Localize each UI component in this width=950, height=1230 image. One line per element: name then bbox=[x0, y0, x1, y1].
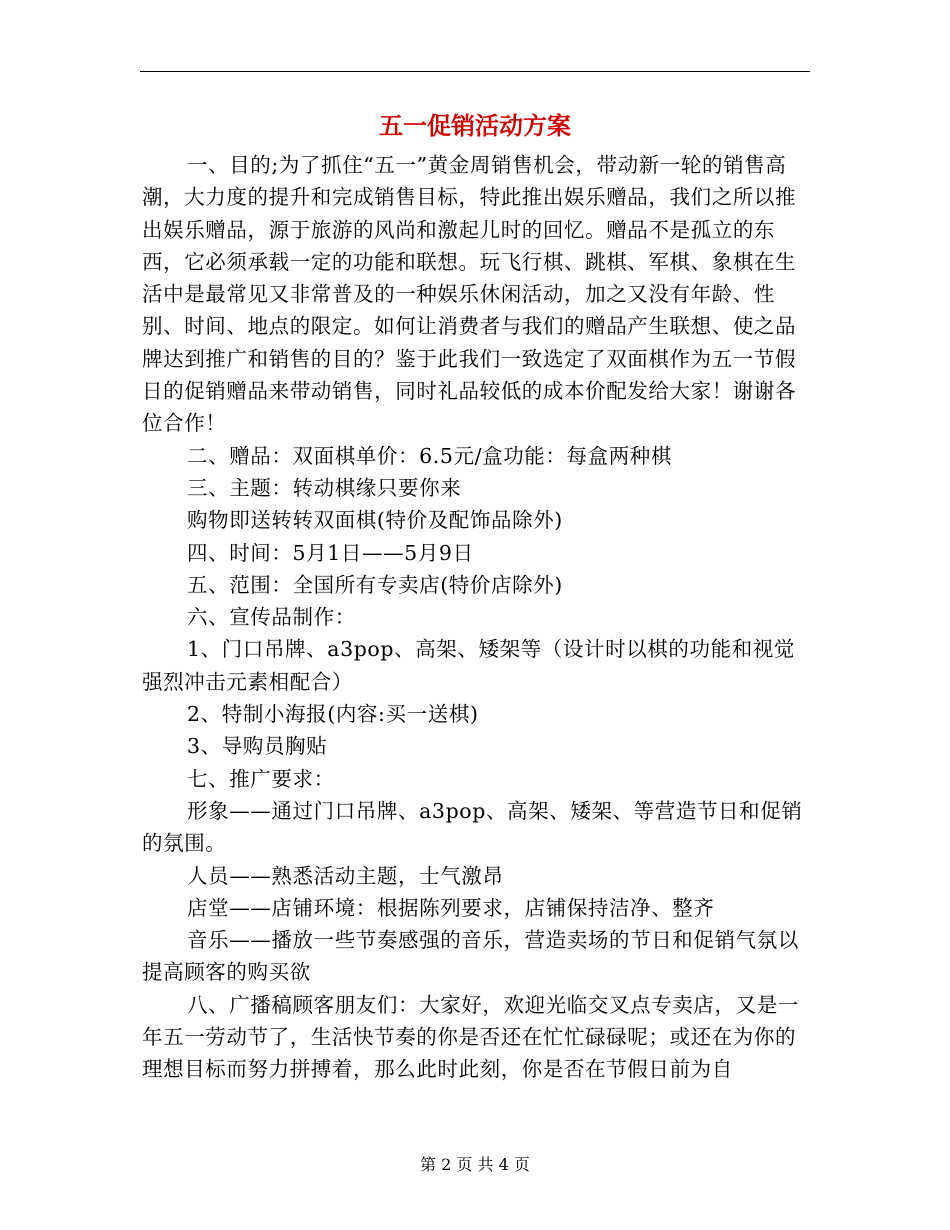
text-line: 的氛围。 bbox=[142, 831, 227, 856]
text-line: 七、推广要求： bbox=[187, 766, 335, 791]
text-line: 2、特制小海报(内容:买一送棋) bbox=[187, 702, 479, 727]
text-line: 的东西，它必须承载一定的功能和联想。玩飞行棋、跳棋、军棋、象 bbox=[142, 217, 776, 274]
text-line: 1、门口吊牌、a3pop、高架、矮架等（设计时以棋的功能和视觉 bbox=[187, 637, 795, 662]
text-line: 3、导购员胸贴 bbox=[187, 734, 328, 759]
paragraph-promo-materials bbox=[142, 601, 806, 633]
text-line: 强烈冲击元素相配合） bbox=[142, 669, 353, 694]
text-line: 店堂——店铺环境：根据陈列要求，店铺保持洁净、整齐 bbox=[187, 895, 715, 920]
paragraph-image bbox=[142, 795, 806, 860]
text-line: 五一节假日的促销赠品来带动销售，同时礼品较低的成本价配发给大 bbox=[142, 346, 797, 404]
paragraph-broadcast bbox=[142, 989, 806, 1086]
text-line: 形象——通过门口吊牌、a3pop、高架、矮架、等营造节日和促销 bbox=[187, 798, 803, 823]
header-rule bbox=[140, 71, 810, 72]
paragraph-gift bbox=[142, 440, 806, 472]
text-line: 三、主题：转动棋缘只要你来 bbox=[187, 475, 462, 500]
text-line: 使之品牌达到推广和销售的目的？鉴于此我们一致选定了双面棋作为 bbox=[142, 314, 797, 371]
paragraph-purchase-gift bbox=[142, 504, 806, 536]
text-line: 一、目的;为了抓住“五一”黄金周销售机会，带动新一轮的销售 bbox=[187, 153, 766, 177]
paragraph-music bbox=[142, 924, 806, 989]
text-line: 五、范围：全国所有专卖店(特价店除外) bbox=[187, 572, 563, 597]
text-line: 以提高顾客的购买欲 bbox=[142, 928, 799, 985]
text-line: 购物即送转转双面棋(特价及配饰品除外) bbox=[187, 508, 563, 533]
text-line: 棋在生活中是最常见又非常普及的一种娱乐休闲活动，加之又没有年 bbox=[142, 249, 797, 307]
page-number-footer: 第 2 页 共 4 页 bbox=[420, 1155, 530, 1174]
paragraph-requirements bbox=[142, 763, 806, 795]
paragraph-material-2 bbox=[142, 698, 806, 730]
text-line: 以推出娱乐赠品，源于旅游的风尚和激起儿时的回忆。赠品不是孤立 bbox=[142, 185, 797, 242]
paragraph-store bbox=[142, 892, 806, 924]
text-line: 高潮，大力度的提升和完成销售目标，特此推出娱乐赠品，我们之所 bbox=[142, 153, 787, 210]
text-line: 家！谢谢各位合作！ bbox=[142, 379, 797, 436]
paragraph-theme bbox=[142, 472, 806, 504]
paragraph-material-1 bbox=[142, 633, 806, 698]
text-line: 八、广播稿顾客朋友们：大家好，欢迎光临交叉点专卖店，又是 bbox=[187, 992, 778, 1017]
document-body bbox=[142, 149, 806, 1086]
paragraph-purpose bbox=[142, 149, 806, 440]
text-line: 一年五一劳动节了，生活快节奏的你是否还在忙忙碌碌呢；或还在为 bbox=[142, 992, 799, 1050]
text-line: 音乐——播放一些节奏感强的音乐，营造卖场的节日和促销气氛 bbox=[187, 928, 778, 953]
paragraph-time bbox=[142, 537, 806, 569]
text-line: 你的理想目标而努力拼搏着，那么此时此刻，你是否在节假日前为自 bbox=[142, 1025, 797, 1082]
text-line: 四、时间：5月1日——5月9日 bbox=[187, 540, 474, 565]
paragraph-scope bbox=[142, 569, 806, 601]
document-title: 五一促销活动方案 bbox=[379, 112, 571, 140]
text-line: 人员——熟悉活动主题，士气激昂 bbox=[187, 863, 504, 888]
text-line: 龄、性别、时间、地点的限定。如何让消费者与我们的赠品产生联想、 bbox=[142, 282, 776, 339]
text-line: 六、宣传品制作： bbox=[187, 605, 356, 630]
text-line: 二、赠品：双面棋单价：6.5元/盒功能：每盒两种棋 bbox=[187, 443, 673, 468]
paragraph-staff bbox=[142, 860, 806, 892]
paragraph-material-3 bbox=[142, 730, 806, 762]
